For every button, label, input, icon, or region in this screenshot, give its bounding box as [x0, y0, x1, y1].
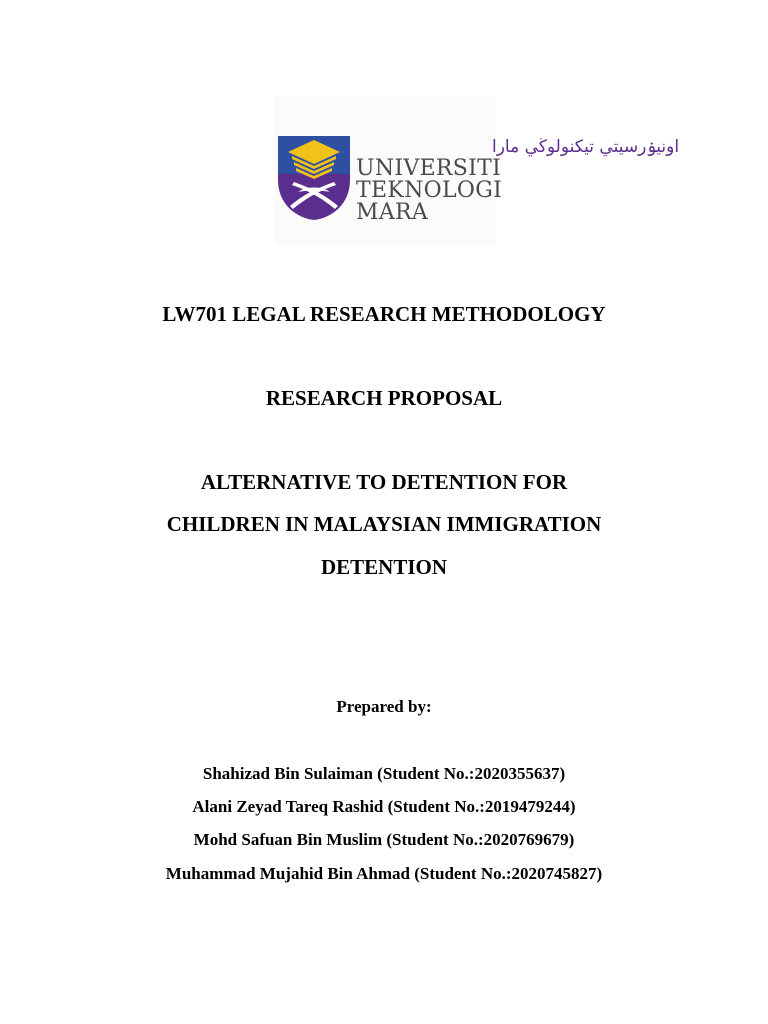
university-logo	[274, 96, 680, 246]
course-title: LW701 LEGAL RESEARCH METHODOLOGY	[162, 302, 606, 326]
author-line: Mohd Safuan Bin Muslim (Student No.:2020769679)	[193, 830, 575, 849]
author-line: Muhammad Mujahid Bin Ahmad (Student No.:2020745827)	[165, 864, 603, 883]
proposal-title-line-1: ALTERNATIVE TO DETENTION FOR	[200, 470, 568, 494]
proposal-title-line-3: DETENTION	[320, 555, 448, 579]
logo-word-teknologi: TEKNOLOGI	[356, 178, 503, 203]
author-line: Alani Zeyad Tareq Rashid (Student No.:2019479244)	[192, 797, 576, 816]
logo-word-mara: MARA	[356, 200, 429, 225]
document-type: RESEARCH PROPOSAL	[265, 386, 503, 410]
prepared-by-label: Prepared by:	[336, 697, 432, 716]
logo-word-universiti: UNIVERSITI	[356, 156, 502, 181]
jawi-text: اونيۏرسيتي تيكنولوڬي مارا	[492, 137, 680, 157]
proposal-title-line-2: CHILDREN IN MALAYSIAN IMMIGRATION	[166, 512, 602, 536]
uitm-shield-icon	[276, 134, 352, 222]
author-line: Shahizad Bin Sulaiman (Student No.:2020355637)	[202, 764, 566, 783]
